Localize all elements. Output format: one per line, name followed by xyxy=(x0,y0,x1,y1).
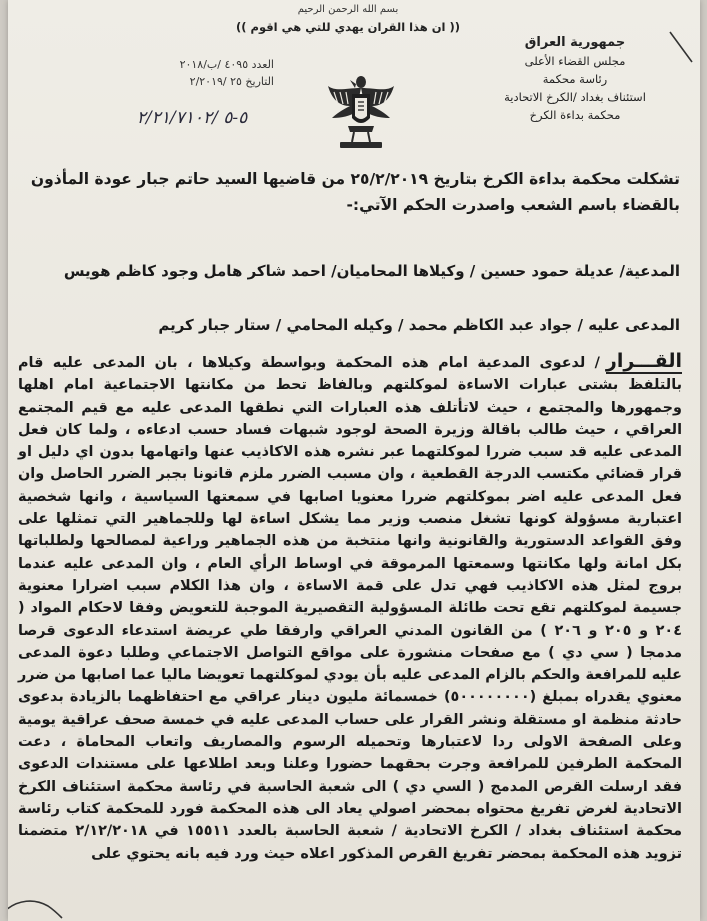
court-formation-intro: تشكلت محكمة بداءة الكرخ بتاريخ ٢٥/٢/٢٠١٩ من قاضيها السيد حاتم جبار عودة المأذون بالقضاء باسم الشعب واصدرت الحكم الآتي:- xyxy=(30,170,680,214)
issue-number: العدد ٤٠٩٥ /ب/٢٠١٨ xyxy=(179,58,274,71)
court-document-page xyxy=(8,0,700,921)
verdict-heading: القـــرار xyxy=(606,350,682,374)
iraqi-eagle-emblem-icon xyxy=(326,70,396,150)
institution-line: جمهورية العراق xyxy=(524,35,626,50)
basmala-text: بسم الله الرحمن الرحيم xyxy=(297,4,399,15)
quran-verse: (( ان هذا القران يهدي للتي هي اقوم )) xyxy=(236,20,460,34)
verdict-body xyxy=(18,350,682,865)
document-date: التاريخ ٢٥ /٢/٢٠١٩ xyxy=(189,75,274,88)
institution-line: مجلس القضاء الأعلى xyxy=(524,54,626,68)
verdict-text: / لدعوى المدعية امام هذه المحكمة وبواسطة وكيلاها ، بان المدعى عليه قام بالتلفظ بشتى عبارات الاساءة لموكلتهم وبالفاظ تحط من مكانتها الاجتماعية امام اهلها وجمهورها والمجتمع ، حيث لاتأتلف هذه العبارات التي نطقها المدعى عليه مع قيم المجتمع العراقي ، حيث طالب باقالة وزيرة الصحة لوجود شبهات فساد حسب ادعاءه ، ولما كان فعل المدعى عليه قد سبب ضررا لموكلتهما عبر نشره هذه الاكاذيب عنها واتهامها بدون اي دليل او قرار قضائي مكتسب الدرجة القطعية ، وان مسبب الضرر ملزم قانونا بجبر الضرر الحاصل وان فعل المدعى عليه اضر بموكلتهم ضررا معنويا اصابها في سمعتها السياسية ، وانها شخصية اعتبارية مسؤولة كونها تشغل منصب وزير مما يشكل اساءة لها وللجماهير التي تمثلها على وفق القواعد الدستورية والقانونية وانها منتخبة من هذه الجماهير وراعية لمصالحها ولطلباتها بكل امانة ولها مكانتها وسمعتها المرموقة في اوساط الرأي العام ، وان المدعى عليه عندما بروج لمثل هذه الاكاذيب فهي تدل على قمة الاساءة ، وان هذا الكلام سبب اضرارا معنوية جسيمة لموكلتهم تقع تحت طائلة المسؤولية التقصيرية الموجبة للتعويض وفقا لاحكام المواد ( ٢٠٤ و ٢٠٥ و ٢٠٦ ) من القانون المدني العراقي وارفقا طي عريضة استدعاء الدعوى قرصا مدمجا ( سي دي ) مع صفحات منشورة على مواقع التواصل الاجتماعي وطلبا دعوة المدعى عليه للمرافعة والحكم بالزام المدعى عليه بأن يودي لموكلتهما تعويضا ماليا عما اصابها من ضرر معنوي يقدراه بمبلغ (٥٠٠٠٠٠٠٠٠) خمسمائة مليون دينار عراقي مع احتفاظهما بالزيادة بدعوى حادثة منظمة او مستقلة ونشر القرار على حساب المدعى عليه في خمسة صحف عراقية يومية وعلى الصفحة الاولى ردا لاعتبارها وتحميله الرسوم والمصاريف واتعاب المحاماة ، دعت المحكمة الطرفين للمرافعة وجرت بحقهما حضورا وعلنا وبعد اطلاعها على مستندات الدعوى فقد ارسلت القرص المدمج ( السي دي ) الى شعبة الحاسبة في رئاسة محكمة استئناف الكرخ الاتحادية لغرض تفريغ محتواه بمحضر اصولي يعاد الى هذه المحكمة فورد للمحكمة كتاب رئاسة محكمة استئناف بغداد / الكرخ الاتحادية / شعبة الحاسبة بالعدد ١٥٥١١ في ٢/١٢/٢٠١٨ متضمنا تزويد هذه المحكمة بمحضر تفريغ القرص المذكور اعلاه حيث ورد فيه بانه يحتوي على xyxy=(18,355,683,862)
plaintiff-line: المدعية/ عديلة حمود حسين / وكيلاها المحاميان/ احمد شاكر هامل وجود كاظم هويس xyxy=(63,262,680,280)
defendant-line: المدعى عليه / جواد عبد الكاظم محمد / وكيله المحامي / ستار جبار كريم xyxy=(158,316,680,334)
institution-line: محكمة بداءة الكرخ xyxy=(529,108,621,122)
institution-line: رئاسة محكمة xyxy=(542,72,608,86)
document-meta xyxy=(104,56,274,90)
handwritten-reference: ٥-٥ /٢/٢١/٧١٠٢ xyxy=(136,108,248,128)
institution-header xyxy=(470,34,680,124)
verdict-paragraph xyxy=(18,350,682,865)
pen-scribble-icon xyxy=(8,880,64,920)
institution-line: استئناف بغداد /الكرخ الاتحادية xyxy=(504,90,646,104)
